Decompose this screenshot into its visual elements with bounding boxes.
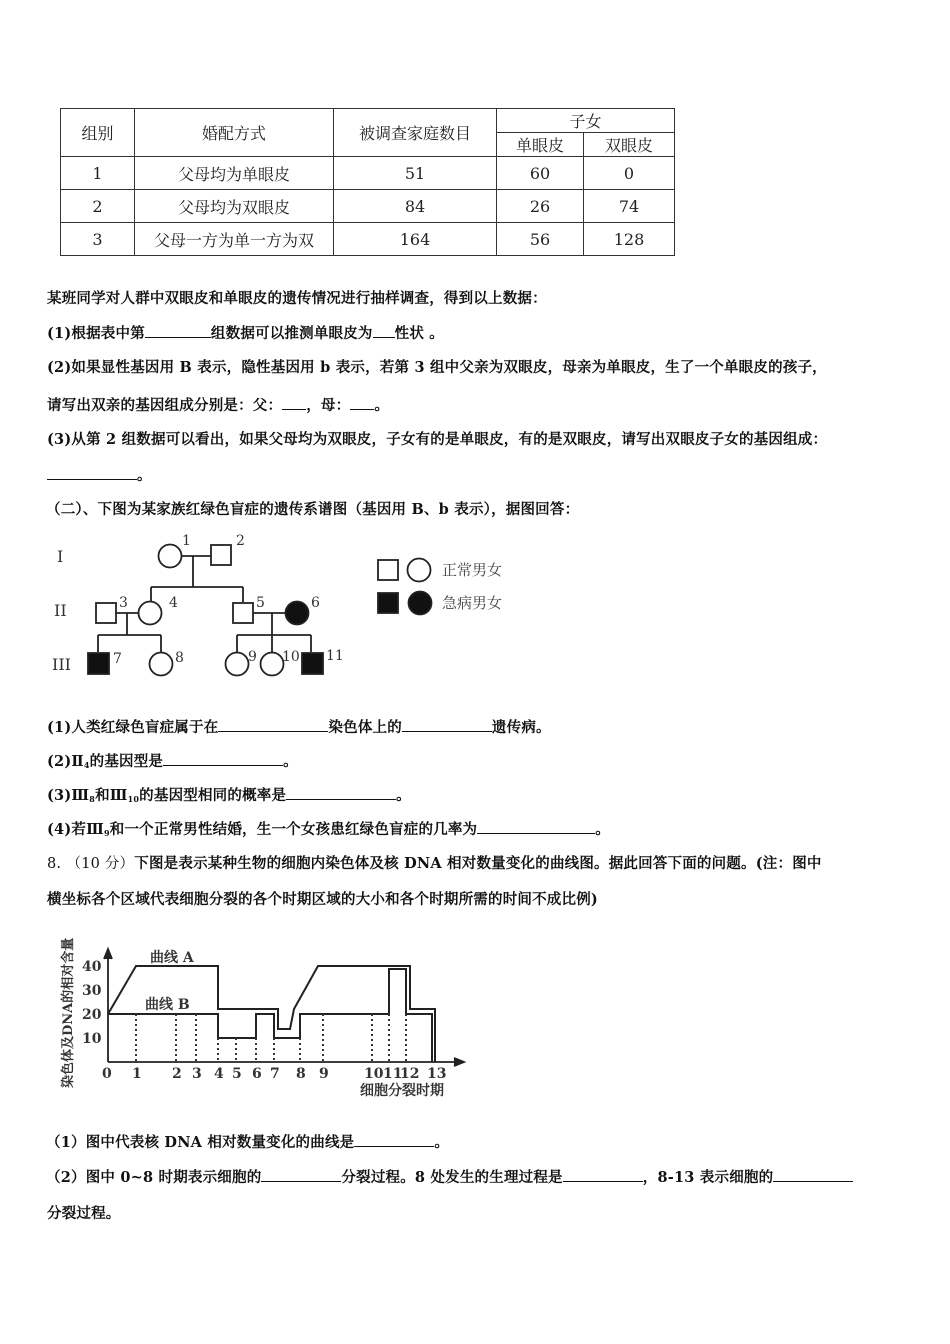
svg-text:12: 12 [400, 1066, 420, 1082]
svg-text:9: 9 [248, 649, 257, 665]
cell-mating: 父母一方为单一方为双 [135, 223, 334, 256]
pedigree-chart [40, 525, 540, 695]
cell-group: 2 [61, 190, 135, 223]
generation-label: III [52, 655, 71, 674]
part2-title: （二）、下图为某家族红绿色盲症的遗传系谱图（基因用 B、b 表示），据图回答： [46, 501, 580, 518]
header-mating: 婚配方式 [135, 109, 334, 157]
cell-single: 56 [497, 223, 584, 256]
answer-blank[interactable] [261, 1167, 341, 1182]
legend-affected: 急病男女 [442, 594, 503, 612]
header-families: 被调查家庭数目 [334, 109, 497, 157]
header-children: 子女 [497, 109, 675, 133]
svg-text:4: 4 [169, 595, 178, 611]
part2-q2: $(2)Ⅱ_4$的基因型是 。 [47, 753, 298, 770]
answer-blank[interactable] [286, 785, 396, 800]
answer-blank[interactable] [282, 395, 306, 410]
answer-blank[interactable] [477, 819, 595, 834]
answer-blank[interactable] [218, 717, 328, 732]
q8-line2: 横坐标各个区域代表细胞分裂的各个时期区域的大小和各个时期所需的时间不成比例) [47, 891, 598, 908]
table-row [61, 223, 675, 256]
cell-group: 3 [61, 223, 135, 256]
part2-q1: (1)人类红绿色盲症属于在 染色体上的 遗传病。 [47, 719, 551, 736]
cell-double: 128 [584, 223, 675, 256]
y-axis-label: 染色体及DNA的相对含量 [61, 937, 76, 1088]
cell-double: 74 [584, 190, 675, 223]
individual-label: 2 [236, 533, 245, 549]
q8-sub1: （1）图中代表核 DNA 相对数量变化的曲线是 。 [46, 1134, 450, 1151]
part1-q3-line2: 。 [47, 464, 152, 485]
svg-text:13: 13 [427, 1066, 447, 1082]
svg-text:8: 8 [175, 650, 184, 666]
cell-single: 60 [497, 157, 584, 190]
svg-text:11: 11 [383, 1066, 403, 1082]
header-group: 组别 [61, 109, 135, 157]
legend-normal: 正常男女 [442, 561, 503, 579]
svg-text:5: 5 [232, 1066, 242, 1082]
header-single: 单眼皮 [497, 133, 584, 157]
svg-text:6: 6 [252, 1066, 262, 1082]
q8-sub2-end: 分裂过程。 [47, 1205, 121, 1222]
svg-text:4: 4 [214, 1066, 224, 1082]
answer-blank[interactable] [773, 1167, 853, 1182]
q8-line1: 8. （10 分）下图是表示某种生物的细胞内染色体及核 DNA 相对数量变化的曲线图。据此回答下面的问题。(注：图中 [47, 855, 822, 872]
part1-q1: (1)根据表中第 组数据可以推测单眼皮为 性状 。 [47, 325, 444, 342]
answer-blank[interactable] [373, 323, 395, 338]
table-row [61, 190, 675, 223]
eyelid-survey-table [60, 108, 675, 256]
generation-label: I [57, 547, 64, 566]
part1-q2-line2: 请写出双亲的基因组成分别是：父： ，母： 。 [47, 397, 390, 414]
cell-group: 1 [61, 157, 135, 190]
part2-q3: $(3)Ⅲ_8$和$Ⅲ_{10}$的基因型相同的概率是 。 [47, 787, 411, 804]
cell-families: 164 [334, 223, 497, 256]
generation-label: II [54, 601, 67, 620]
part1-intro: 某班同学对人群中双眼皮和单眼皮的遗传情况进行抽样调查，得到以上数据： [47, 290, 547, 307]
legend-curve-b: 曲线 B [145, 997, 190, 1013]
svg-text:1: 1 [132, 1066, 142, 1082]
cell-mating: 父母均为双眼皮 [135, 190, 334, 223]
svg-text:10: 10 [364, 1066, 384, 1082]
legend-curve-a: 曲线 A [150, 950, 194, 966]
answer-blank[interactable] [563, 1167, 643, 1182]
answer-blank[interactable] [350, 395, 374, 410]
svg-text:3: 3 [119, 595, 128, 611]
q8-sub2: （2）图中 0~8 时期表示细胞的 分裂过程。8 处发生的生理过程是 ，8-13 表示细胞的 [46, 1166, 853, 1187]
cell-double: 0 [584, 157, 675, 190]
svg-text:2: 2 [172, 1066, 182, 1082]
answer-blank[interactable] [402, 717, 492, 732]
cell-mating: 父母均为单眼皮 [135, 157, 334, 190]
dna-chromosome-chart [50, 925, 480, 1105]
svg-text:20: 20 [82, 1007, 102, 1023]
answer-blank[interactable] [354, 1132, 434, 1147]
svg-text:10: 10 [282, 649, 300, 665]
svg-text:10: 10 [82, 1031, 102, 1047]
svg-text:9: 9 [319, 1066, 329, 1082]
svg-text:6: 6 [311, 595, 320, 611]
svg-text:8: 8 [296, 1066, 306, 1082]
x-axis-label: 细胞分裂时期 [360, 1083, 444, 1099]
cell-families: 51 [334, 157, 497, 190]
table-row [61, 157, 675, 190]
svg-text:5: 5 [256, 595, 265, 611]
part1-q3-line1: (3)从第 2 组数据可以看出，如果父母均为双眼皮，子女有的是单眼皮，有的是双眼皮，请写出双眼皮子女的基因组成： [47, 431, 828, 448]
svg-text:40: 40 [82, 959, 102, 975]
answer-blank[interactable] [145, 323, 211, 338]
header-double: 双眼皮 [584, 133, 675, 157]
answer-blank[interactable] [163, 751, 283, 766]
answer-blank[interactable] [47, 465, 137, 480]
svg-text:0: 0 [102, 1066, 112, 1082]
cell-single: 26 [497, 190, 584, 223]
svg-text:7: 7 [113, 651, 122, 667]
svg-text:11: 11 [326, 648, 344, 664]
svg-text:3: 3 [192, 1066, 202, 1082]
cell-families: 84 [334, 190, 497, 223]
individual-label: 1 [182, 533, 191, 549]
part2-q4: (4)若$Ⅲ_9$和一个正常男性结婚，生一个女孩患红绿色盲症的几率为 。 [47, 821, 610, 838]
part1-q2-line1: (2)如果显性基因用 B 表示，隐性基因用 b 表示，若第 3 组中父亲为双眼皮，母亲为单眼皮，生了一个单眼皮的孩子， [47, 359, 827, 376]
svg-text:7: 7 [270, 1066, 280, 1082]
svg-text:30: 30 [82, 983, 102, 999]
